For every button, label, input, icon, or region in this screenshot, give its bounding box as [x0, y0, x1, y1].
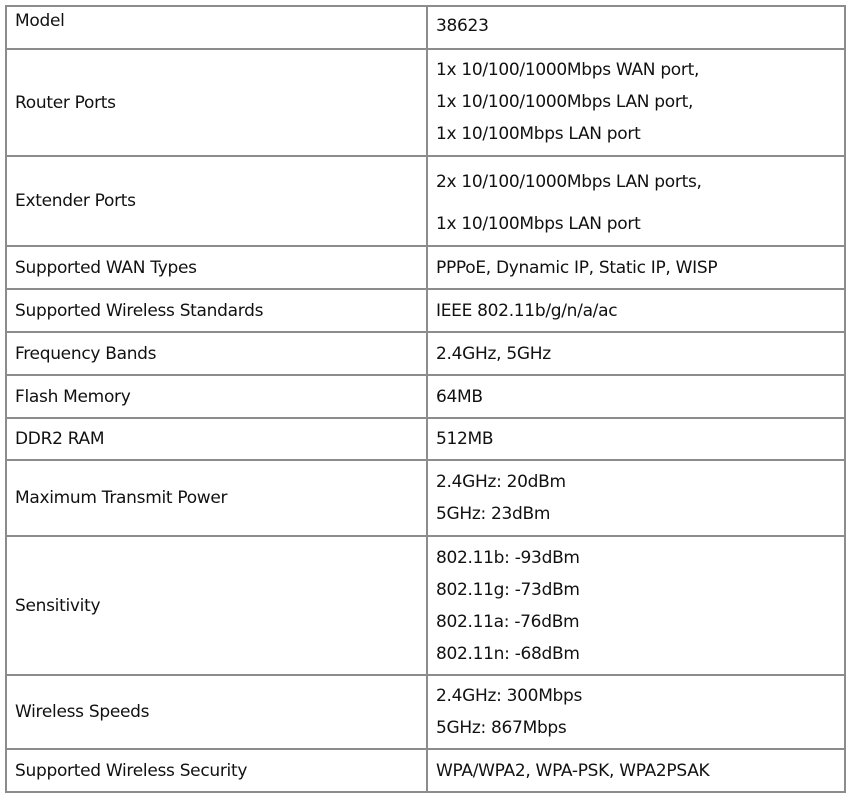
spec-label: Model [6, 6, 427, 49]
spec-value-line: IEEE 802.11b/g/n/a/ac [436, 300, 618, 321]
table-row [6, 749, 845, 792]
spec-value-line: 2.4GHz: 20dBm [436, 472, 566, 492]
spec-value-line: 1x 10/100Mbps LAN port [436, 124, 641, 144]
spec-value-line: 38623 [436, 16, 489, 36]
spec-value-line: 2.4GHz: 300Mbps [436, 686, 583, 706]
table-row [6, 246, 845, 289]
spec-value-line: 802.11b: -93dBm [436, 547, 580, 568]
spec-value-line: 64MB [436, 386, 483, 407]
spec-value-line: 5GHz: 867Mbps [436, 718, 567, 738]
spec-value [427, 289, 845, 332]
spec-table [5, 5, 846, 793]
table-row [6, 6, 845, 49]
spec-label: Supported Wireless Standards [6, 289, 427, 332]
table-row [6, 375, 845, 418]
table-row [6, 675, 845, 749]
table-row [6, 332, 845, 375]
spec-value [427, 375, 845, 418]
spec-label: Extender Ports [6, 156, 427, 246]
spec-value-line: 512MB [436, 429, 494, 449]
spec-label: Router Ports [6, 49, 427, 156]
spec-value [427, 6, 845, 49]
spec-value-line: 1x 10/100/1000Mbps LAN port, [436, 92, 694, 112]
spec-table-body [6, 6, 845, 792]
table-row [6, 536, 845, 675]
spec-value [427, 536, 845, 675]
spec-value-line: 802.11g: -73dBm [436, 579, 580, 600]
spec-value-line: 802.11a: -76dBm [436, 611, 580, 632]
spec-value-line: 802.11n: -68dBm [436, 643, 580, 664]
spec-value [427, 246, 845, 289]
spec-value-line: 2x 10/100/1000Mbps LAN ports, [436, 172, 702, 192]
spec-value-line: 5GHz: 23dBm [436, 504, 551, 524]
spec-label: Wireless Speeds [6, 675, 427, 749]
spec-label: Flash Memory [6, 375, 427, 418]
table-row [6, 418, 845, 460]
spec-value [427, 749, 845, 792]
table-row [6, 289, 845, 332]
table-row [6, 156, 845, 246]
spec-value-line: 2.4GHz, 5GHz [436, 343, 551, 364]
table-row [6, 49, 845, 156]
spec-value-line: 1x 10/100/1000Mbps WAN port, [436, 60, 700, 80]
spec-value [427, 49, 845, 156]
spec-label: Frequency Bands [6, 332, 427, 375]
spec-label: DDR2 RAM [6, 418, 427, 460]
spec-value-line: PPPoE, Dynamic IP, Static IP, WISP [436, 257, 718, 278]
spec-label: Supported Wireless Security [6, 749, 427, 792]
spec-value [427, 418, 845, 460]
spec-value-line: WPA/WPA2, WPA-PSK, WPA2PSAK [436, 760, 710, 781]
spec-label: Sensitivity [6, 536, 427, 675]
spec-label: Supported WAN Types [6, 246, 427, 289]
spec-value [427, 460, 845, 536]
spec-value [427, 156, 845, 246]
table-row [6, 460, 845, 536]
spec-value [427, 332, 845, 375]
spec-value-line: 1x 10/100Mbps LAN port [436, 214, 641, 234]
spec-value [427, 675, 845, 749]
spec-label: Maximum Transmit Power [6, 460, 427, 536]
